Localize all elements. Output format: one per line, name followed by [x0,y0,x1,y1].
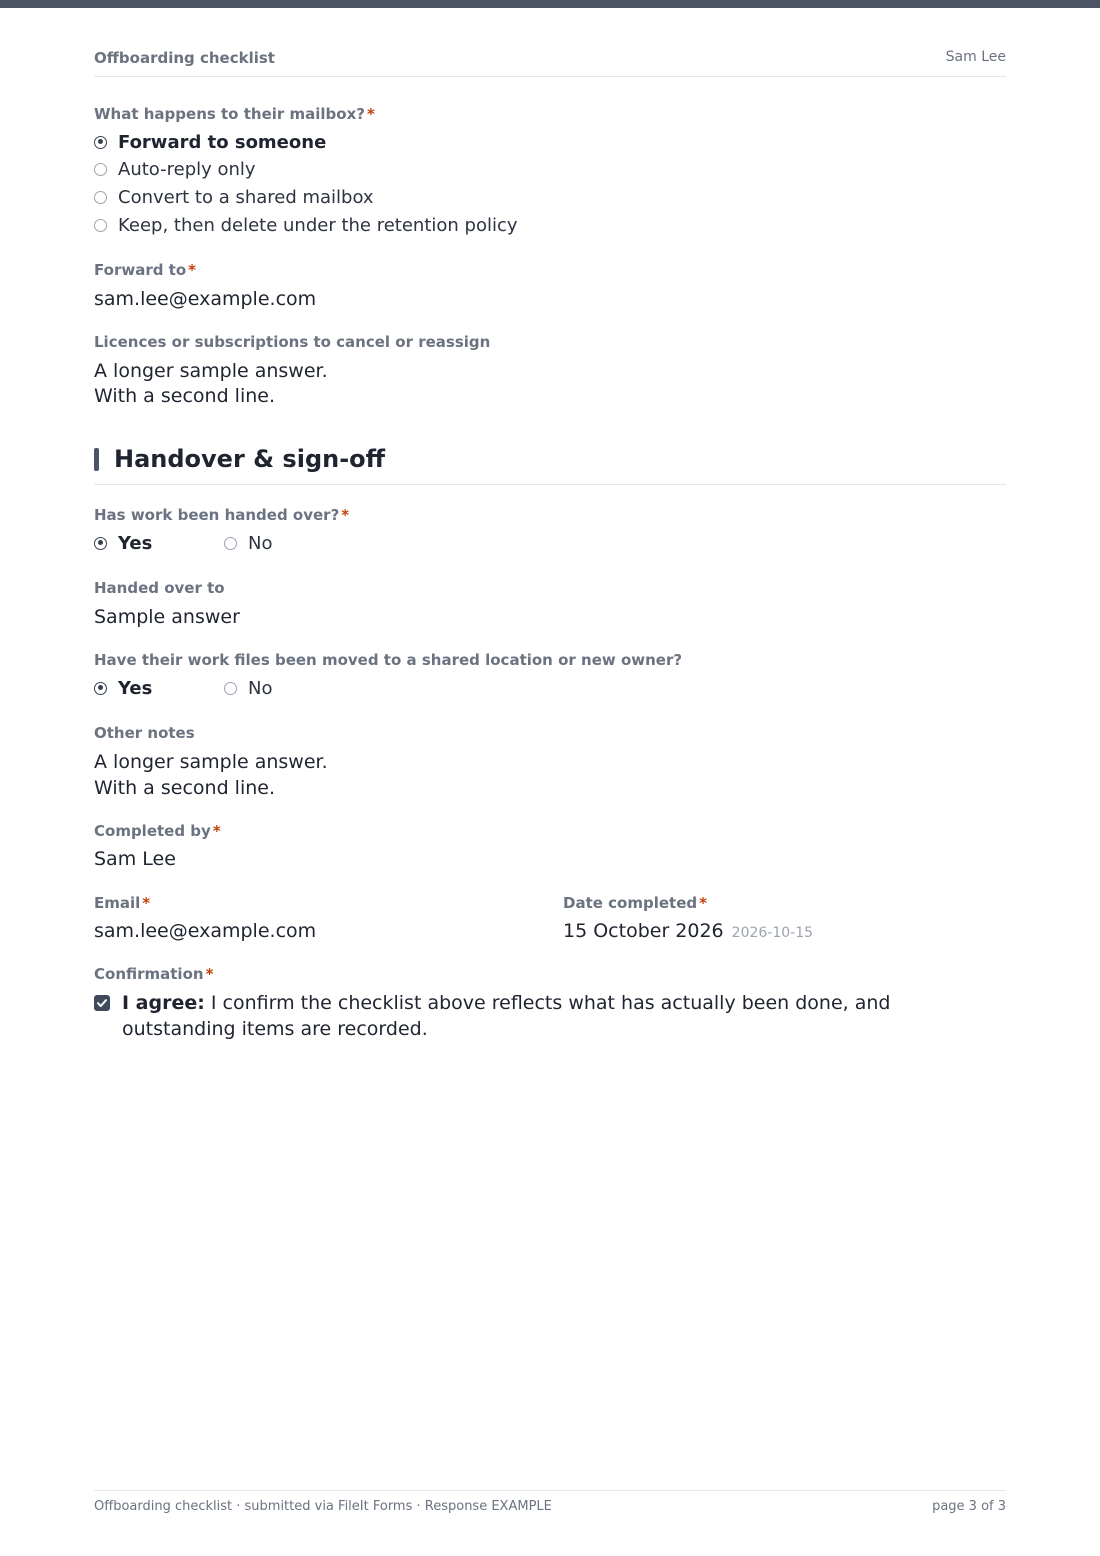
confirmation-checkbox[interactable] [94,995,110,1011]
radio-empty-icon [94,163,107,176]
section-title: Handover & sign-off [114,445,386,473]
radio-empty-icon [94,191,107,204]
required-marker: * [212,822,221,840]
form-title: Offboarding checklist [94,49,275,67]
forward-to-label: Forward to * [94,261,197,279]
required-marker: * [142,894,151,912]
handed-over-option-yes[interactable]: Yes [94,532,152,554]
date-completed-text: 15 October 2026 [563,920,724,942]
confirmation-statement [122,990,1006,1042]
radio-empty-icon [94,219,107,232]
radio-empty-icon [224,537,237,550]
radio-selected-icon [94,537,107,550]
email-label: Email * [94,894,151,912]
completed-by-label: Completed by * [94,822,221,840]
date-completed-value [563,919,813,946]
required-marker: * [341,506,350,524]
mailbox-option-auto-reply[interactable]: Auto-reply only [94,158,256,180]
confirmation-label: Confirmation * [94,965,214,983]
completed-by-value: Sam Lee [94,848,176,870]
other-notes-value-line-2: With a second line. [94,777,275,799]
licences-label: Licences or subscriptions to cancel or reassign [94,333,491,351]
agree-text: I confirm the checklist above reflects what has actually been done, and outstanding items are recorded. [122,992,891,1040]
files-moved-label: Have their work files been moved to a shared location or new owner? [94,651,683,669]
files-moved-option-no[interactable]: No [224,677,272,699]
page-header [94,48,1006,77]
handed-over-option-no[interactable]: No [224,532,272,554]
section-heading [94,445,1006,485]
page-footer [94,1490,1006,1521]
checkmark-icon [96,997,108,1009]
mailbox-option-shared[interactable]: Convert to a shared mailbox [94,186,374,208]
required-marker: * [699,894,707,912]
top-accent-bar [0,0,1100,8]
radio-empty-icon [224,682,237,695]
email-value: sam.lee@example.com [94,920,317,942]
radio-selected-icon [94,136,107,149]
respondent-name: Sam Lee [945,49,1006,65]
page-number: page 3 of 3 [932,1499,1006,1514]
date-completed-label: Date completed * [563,894,707,912]
other-notes-value-line-1: A longer sample answer. [94,751,328,773]
section-accent-bar [94,448,99,471]
licences-value-line-2: With a second line. [94,385,275,407]
radio-selected-icon [94,682,107,695]
forward-to-value: sam.lee@example.com [94,288,317,310]
mailbox-question-label: What happens to their mailbox? * [94,105,375,123]
required-marker: * [366,105,375,123]
handed-over-to-label: Handed over to [94,579,225,597]
other-notes-label: Other notes [94,724,195,742]
footer-source: Offboarding checklist · submitted via FileIt Forms · Response EXAMPLE [94,1499,552,1514]
date-completed-iso: 2026-10-15 [731,925,814,941]
mailbox-option-retention[interactable]: Keep, then delete under the retention policy [94,214,518,236]
handed-over-label: Has work been handed over? * [94,506,350,524]
files-moved-option-yes[interactable]: Yes [94,677,152,699]
handed-over-to-value: Sample answer [94,606,240,628]
required-marker: * [205,965,214,983]
required-marker: * [188,261,197,279]
agree-label: I agree: [122,992,205,1014]
mailbox-option-forward[interactable]: Forward to someone [94,131,326,153]
licences-value-line-1: A longer sample answer. [94,360,328,382]
